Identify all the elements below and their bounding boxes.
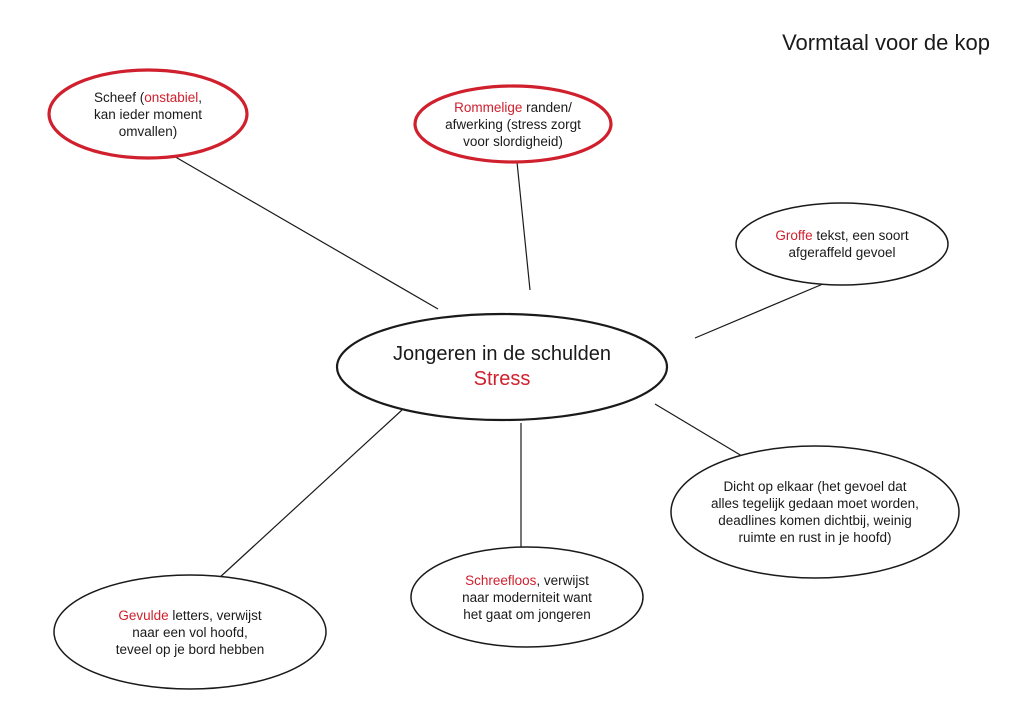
node-scheef-after: ,: [198, 89, 203, 105]
node-dicht-line2: alles tegelijk gedaan moet worden,: [711, 496, 919, 511]
node-groffe: [736, 203, 948, 285]
node-schreefloos: [411, 547, 643, 647]
node-scheef-line1: [94, 89, 202, 106]
connector-gevulde: [206, 410, 402, 590]
node-gevulde-line2: naar een vol hoofd,: [132, 624, 248, 640]
node-scheef-text: Scheef (: [93, 89, 145, 105]
connector-rommelige: [517, 162, 530, 290]
node-scheef-highlight: onstabiel: [144, 89, 199, 105]
node-scheef-line3: omvallen): [118, 123, 178, 139]
connector-groffe: [695, 281, 830, 338]
node-gevulde-line1: [118, 607, 261, 624]
node-groffe-after: tekst, een soort: [812, 228, 909, 243]
page-title: Vormtaal voor de kop: [782, 30, 990, 55]
node-groffe-line2: afgeraffeld gevoel: [788, 245, 896, 260]
center-node-title: Jongeren in de schulden: [393, 343, 611, 365]
center-node-subtitle: Stress: [473, 368, 531, 390]
node-groffe-highlight: Groffe: [775, 228, 813, 243]
node-schreefloos-line1: [465, 572, 589, 589]
node-dicht-line1: Dicht op elkaar (het gevoel dat: [723, 479, 907, 494]
node-gevulde-after: letters, verwijst: [168, 607, 262, 623]
node-gevulde: [54, 575, 326, 689]
node-rommelige: [415, 86, 611, 162]
node-scheef-line2: kan ieder moment: [93, 106, 203, 122]
node-schreefloos-highlight: Schreefloos: [465, 572, 537, 588]
node-groffe-line1: [775, 227, 908, 244]
center-node: [337, 314, 667, 420]
node-rommelige-line3: voor slordigheid): [463, 133, 563, 149]
node-schreefloos-line2: naar moderniteit want: [462, 589, 592, 605]
node-gevulde-line3: teveel op je bord hebben: [115, 641, 265, 657]
node-dicht: [671, 446, 959, 578]
node-rommelige-line2: afwerking (stress zorgt: [445, 116, 581, 132]
node-dicht-line3: deadlines komen dichtbij, weinig: [718, 513, 912, 528]
connector-scheef: [172, 155, 438, 309]
node-scheef: [50, 70, 246, 158]
node-schreefloos-line3: het gaat om jongeren: [463, 606, 591, 622]
node-rommelige-after: randen/: [522, 99, 572, 115]
node-dicht-line4: ruimte en rust in je hoofd): [738, 530, 892, 545]
node-gevulde-highlight: Gevulde: [118, 607, 169, 623]
node-schreefloos-after: , verwijst: [536, 572, 589, 588]
node-rommelige-line1: [454, 99, 572, 116]
node-rommelige-highlight: Rommelige: [454, 99, 523, 115]
